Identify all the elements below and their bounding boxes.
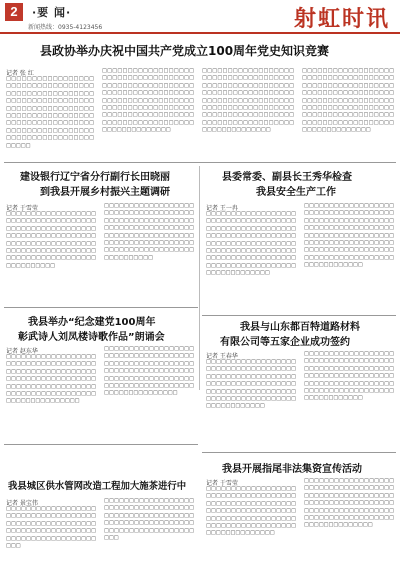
article-5-title-line1[interactable]: 我县与山东都百特道路材料 <box>240 322 360 333</box>
article-1-col-2: □□□□□□□□□□□□□□□□□□□□□□□□□□□□□□□□□□□□□□□□□□□□□□□□□□□□□□□□□□□□□□□□□□□□□□□□□□□□□□□□□□□□□□□□□□□□□□□□□□□□□□□□□□□□□□□□□□□□□□□□□□□□□□□□□□□□□□□□□□□□□□□□□□□□□□□□□□□□□□ <box>102 68 194 134</box>
article-5-col-2: □□□□□□□□□□□□□□□□□□□□□□□□□□□□□□□□□□□□□□□□□□□□□□□□□□□□□□□□□□□□□□□□□□□□□□□□□□□□□□□□□□□□□□□□□□□□□□□□□□□□□□□□□□□□□□□□□□□□□□□□ <box>304 351 394 402</box>
article-4-byline: 记者 赵东华 <box>6 348 38 355</box>
article-6-col-1: □□□□□□□□□□□□□□□□□□□□□□□□□□□□□□□□□□□□□□□□□□□□□□□□□□□□□□□□□□□□□□□□□□□□□□□□□□□□□□□□□□□□□□□□□□□□□□□□□□□□□□□□□□□□□□□□□□□□□□□□□□ <box>206 486 296 537</box>
article-6-byline: 记者 于雪莹 <box>206 480 238 487</box>
article-4-col-2: □□□□□□□□□□□□□□□□□□□□□□□□□□□□□□□□□□□□□□□□□□□□□□□□□□□□□□□□□□□□□□□□□□□□□□□□□□□□□□□□□□□□□□□□□□□□□□□□□□□□□□□□□□□□□□□□□□□□□□□□□□□ <box>104 346 194 397</box>
section-label: ·要 闻· <box>32 6 72 19</box>
article-3-title-line2[interactable]: 我县安全生产工作 <box>256 187 336 198</box>
article-1-col-4: □□□□□□□□□□□□□□□□□□□□□□□□□□□□□□□□□□□□□□□□□□□□□□□□□□□□□□□□□□□□□□□□□□□□□□□□□□□□□□□□□□□□□□□□□□□□□□□□□□□□□□□□□□□□□□□□□□□□□□□□□□□□□□□□□□□□□□□□□□□□□□□□□□□□□□□□□□□□□□ <box>302 68 394 134</box>
page-header <box>0 0 400 36</box>
article-4-col-1: □□□□□□□□□□□□□□□□□□□□□□□□□□□□□□□□□□□□□□□□□□□□□□□□□□□□□□□□□□□□□□□□□□□□□□□□□□□□□□□□□□□□□□□□□□□□□□□□□□□□□□□□□□□□□□□□□□□□□□□□□□□ <box>6 354 96 405</box>
article-2-title-line2[interactable]: 到我县开展乡村振兴主题调研 <box>40 187 170 198</box>
article-2-byline: 记者 于雪莹 <box>6 205 38 212</box>
article-7-title[interactable]: 我县城区供水管网改造工程加大施茶进行中 <box>8 481 187 492</box>
article-4-title-line1[interactable]: 我县举办“纪念建党100周年 <box>28 317 156 328</box>
article-7-col-2: □□□□□□□□□□□□□□□□□□□□□□□□□□□□□□□□□□□□□□□□□□□□□□□□□□□□□□□□□□□□□□□□□□□□□□□□□□□□□□□□□□□□□□□□□□□□□ <box>104 498 194 542</box>
divider-1 <box>4 162 396 163</box>
article-3-col-2: □□□□□□□□□□□□□□□□□□□□□□□□□□□□□□□□□□□□□□□□□□□□□□□□□□□□□□□□□□□□□□□□□□□□□□□□□□□□□□□□□□□□□□□□□□□□□□□□□□□□□□□□□□□□□□□□□□□□□□□□□□□□□□□□□□□□□□□□□□□□□□□□□□□□□□□□□□□□ <box>304 203 394 269</box>
article-3-byline: 记者 王一冉 <box>206 205 238 212</box>
article-2-title-line1[interactable]: 建设银行辽宁省分行副行长田晓丽 <box>20 172 170 183</box>
article-6-title[interactable]: 我县开展指尾非法集资宣传活动 <box>222 464 362 475</box>
article-1-title[interactable]: 县政协举办庆祝中国共产党成立100周年党史知识竞赛 <box>40 44 330 58</box>
article-1-byline: 记者 张 红 <box>6 70 34 77</box>
article-3-col-1: □□□□□□□□□□□□□□□□□□□□□□□□□□□□□□□□□□□□□□□□□□□□□□□□□□□□□□□□□□□□□□□□□□□□□□□□□□□□□□□□□□□□□□□□□□□□□□□□□□□□□□□□□□□□□□□□□□□□□□□□□□□□□□□□□□□□□□□□□□□□□□□□□□□□□□□□□□□□□ <box>206 211 296 277</box>
issue-line: 新闻热线：0935-4123456 <box>28 24 103 31</box>
article-7-col-1: □□□□□□□□□□□□□□□□□□□□□□□□□□□□□□□□□□□□□□□□□□□□□□□□□□□□□□□□□□□□□□□□□□□□□□□□□□□□□□□□□□□□□□□□□□□□□ <box>6 506 96 550</box>
divider-3 <box>202 315 396 316</box>
article-4-title-line2[interactable]: 彰武诗人刘凤楼诗歌作品”朗诵会 <box>18 332 165 343</box>
page-number: 2 <box>5 3 23 21</box>
article-7-byline: 记者 景宝伟 <box>6 500 38 507</box>
article-3-title-line1[interactable]: 县委常委、副县长王秀华检查 <box>222 172 352 183</box>
article-1-col-1: □□□□□□□□□□□□□□□□□□□□□□□□□□□□□□□□□□□□□□□□□□□□□□□□□□□□□□□□□□□□□□□□□□□□□□□□□□□□□□□□□□□□□□□□□□□□□□□□□□□□□□□□□□□□□□□□□□□□□□□□□□□□□□□□□□□□□□□□□□□□□□□□□□□□□□□□□□□□□□ <box>6 76 94 149</box>
divider-5 <box>4 444 198 445</box>
article-1-col-3: □□□□□□□□□□□□□□□□□□□□□□□□□□□□□□□□□□□□□□□□□□□□□□□□□□□□□□□□□□□□□□□□□□□□□□□□□□□□□□□□□□□□□□□□□□□□□□□□□□□□□□□□□□□□□□□□□□□□□□□□□□□□□□□□□□□□□□□□□□□□□□□□□□□□□□□□□□□□□□ <box>202 68 294 134</box>
masthead: 射虹时讯 <box>293 6 390 32</box>
divider-2 <box>4 307 198 308</box>
article-2-col-1: □□□□□□□□□□□□□□□□□□□□□□□□□□□□□□□□□□□□□□□□□□□□□□□□□□□□□□□□□□□□□□□□□□□□□□□□□□□□□□□□□□□□□□□□□□□□□□□□□□□□□□□□□□□□□□□□□□□□□□□□□□□□□□□□□□□□□□□□ <box>6 211 96 269</box>
article-6-col-2: □□□□□□□□□□□□□□□□□□□□□□□□□□□□□□□□□□□□□□□□□□□□□□□□□□□□□□□□□□□□□□□□□□□□□□□□□□□□□□□□□□□□□□□□□□□□□□□□□□□□□□□□□□□□□□□□□□□□□□□□□□ <box>304 478 394 529</box>
header-rule <box>0 32 400 34</box>
vertical-divider-1 <box>199 166 200 390</box>
article-2-col-2: □□□□□□□□□□□□□□□□□□□□□□□□□□□□□□□□□□□□□□□□□□□□□□□□□□□□□□□□□□□□□□□□□□□□□□□□□□□□□□□□□□□□□□□□□□□□□□□□□□□□□□□□□□□□□□□□□□□□□□□□□□□□□□□□□□□□□□□□ <box>104 203 194 261</box>
article-5-title-line2[interactable]: 有限公司等五家企业成功签约 <box>220 337 350 348</box>
article-5-byline: 记者 王春华 <box>206 353 238 360</box>
divider-4 <box>202 452 396 453</box>
article-5-col-1: □□□□□□□□□□□□□□□□□□□□□□□□□□□□□□□□□□□□□□□□□□□□□□□□□□□□□□□□□□□□□□□□□□□□□□□□□□□□□□□□□□□□□□□□□□□□□□□□□□□□□□□□□□□□□□□□□□□□□□□□ <box>206 359 296 410</box>
